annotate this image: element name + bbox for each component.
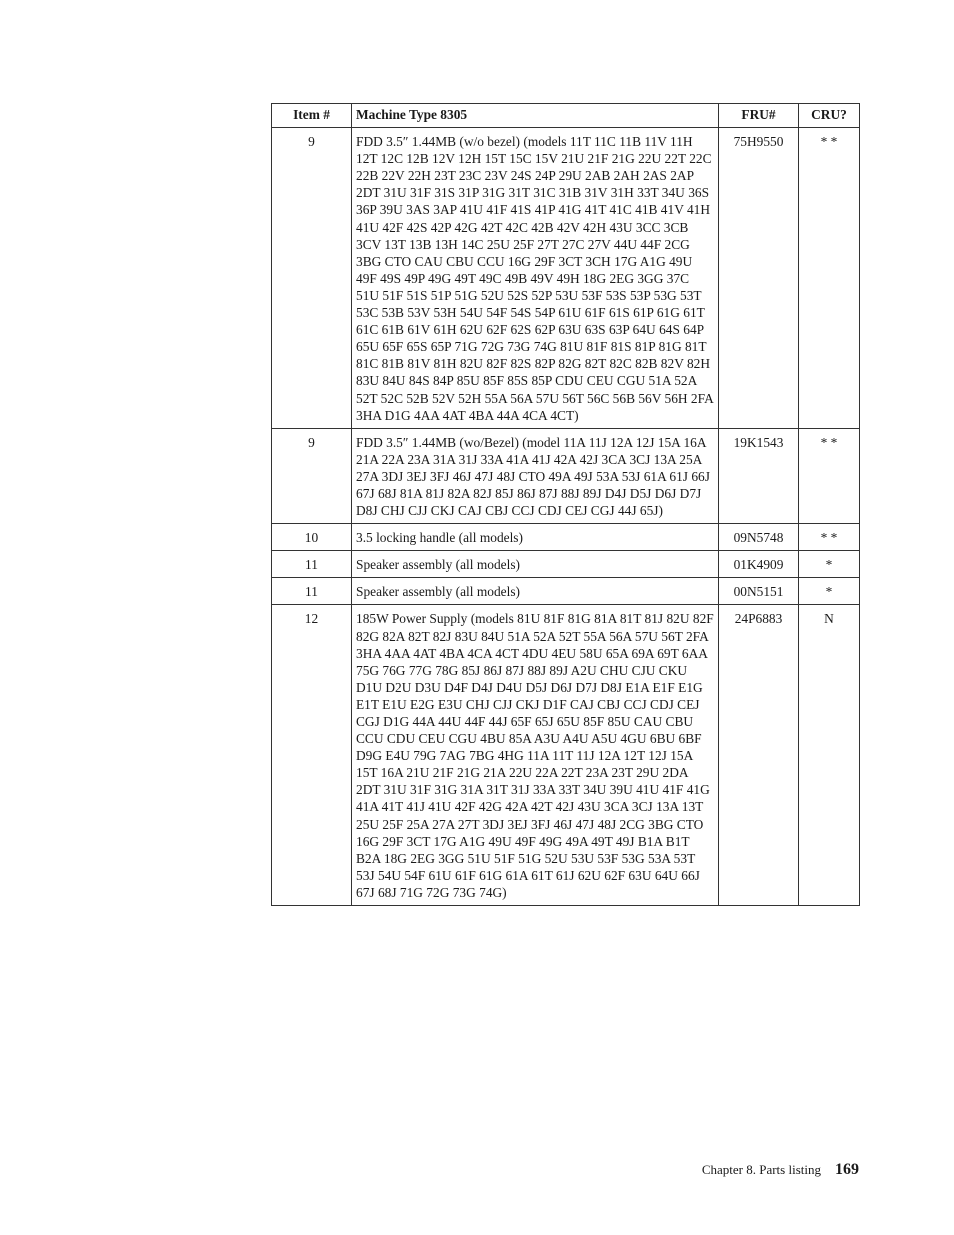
page-number: 169 [835, 1161, 859, 1178]
cru-flag: N [799, 605, 860, 906]
part-description: FDD 3.5″ 1.44MB (w/o bezel) (models 11T 11C 11B 11V 11H 12T 12C 12B 12V 12H 15T 15C 15V 21U 21F 21G 22U 22T 22C 22B 22V 22H 23T 23C 23V 24S 24P 29U 2AB 2AH 2AS 2AP 2DT 31U 31F 31S 31P 31G 31T 31C 31B 31V 31H 33T 34U 36S 36P 39U 3AS 3AP 41U 41F 41S 41P 41G 41T 41C 41B 41V 41H 41U 42F 42S 42P 42G 42T 42C 42B 42V 42H 43U 3CC 3CB 3CV 13T 13B 13H 14C 25U 25F 27T 27C 27V 44U 44F 2CG 3BG CTO CAU CBU CCU 16G 29F 3CT 3CH 17G A1G 49U 49F 49S 49P 49G 49T 49C 49B 49V 49H 18G 2EG 3GG 37C 51U 51F 51S 51P 51G 52U 52S 52P 53U 53F 53S 53P 53G 53T 53C 53B 53V 53H 54U 54F 54S 54P 61U 61F 61S 61P 61G 61T 61C 61B 61V 61H 62U 62F 62S 62P 63U 63S 63P 64U 64S 64P 65U 65F 65S 65P 71G 72G 73G 74G 81U 81F 81S 81P 81G 81T 81C 81B 81V 81H 82U 82F 82S 82P 82G 82T 82C 82B 82V 82H 83U 84U 84S 84P 85U 85F 85S 85P CDU CEU CGU 51A 52A 52T 52C 52B 52V 52H 55A 56A 57U 56T 56C 56B 56V 56H 2FA 3HA D1G 4AA 4AT 4BA 44A 4CA 4CT) [352, 128, 719, 429]
page-footer [702, 1161, 859, 1179]
table-row [272, 524, 860, 551]
item-number: 11 [272, 578, 352, 605]
fru-number: 75H9550 [719, 128, 799, 429]
fru-number: 09N5748 [719, 524, 799, 551]
part-description: 185W Power Supply (models 81U 81F 81G 81A 81T 81J 82U 82F 82G 82A 82T 82J 83U 84U 51A 52A 52T 55A 56A 57U 56T 2FA 3HA 4AA 4AT 4BA 4CA 4CT 4DU 4EU 58U 65A 69A 69T 6AA 75G 76G 77G 78G 85J 86J 87J 88J 89J A2U CHU CJU CKU D1U D2U D3U D4F D4J D4U D5J D6J D7J D8J E1A E1F E1G E1T E1U E2G E3U CHJ CJJ CKJ D1F CAJ CBJ CCJ CDJ CEJ CGJ D1G 44A 44U 44F 44J 65F 65J 65U 85F 85U CAU CBU CCU CDU CEU CGU 4BU 85A A3U A4U A5U 4GU 6BU 6BF D9G E4U 79G 7AG 7BG 4HG 11A 11T 11J 12A 12T 12J 15A 15T 16A 21U 21F 21G 21A 22U 22A 22T 23A 23T 29U 2DA 2DT 31U 31F 31G 31A 31T 31J 33A 33T 34U 39U 41U 41F 41G 41A 41T 41J 41U 42F 42G 42A 42T 42J 43U 3CA 3CJ 13A 13T 25U 25F 25A 27A 27T 3DJ 3EJ 3FJ 46J 47J 48J 2CG 3BG CTO 16G 29F 3CT 17G A1G 49U 49F 49G 49A 49T 49J B1A B1T B2A 18G 2EG 3GG 51U 51F 51G 52U 53U 53F 53G 53A 53T 53J 54U 54F 61U 61F 61G 61A 61T 61J 62U 62F 63U 64U 66J 67J 68J 71G 72G 73G 74G) [352, 605, 719, 906]
part-description: FDD 3.5″ 1.44MB (wo/Bezel) (model 11A 11J 12A 12J 15A 16A 21A 22A 23A 31A 31J 33A 41A 41J 42A 42J 3CA 3CJ 13A 25A 27A 3DJ 3EJ 3FJ 46J 47J 48J CTO 49A 49J 53A 53J 61A 61J 66J 67J 68J 81A 81J 82A 82J 85J 86J 87J 88J 89J D4J D5J D6J D7J D8J CHJ CJJ CKJ CAJ CBJ CCJ CDJ CEJ CGJ 44J 65J) [352, 428, 719, 523]
table-row [272, 128, 860, 429]
cru-flag: * * [799, 128, 860, 429]
fru-number: 00N5151 [719, 578, 799, 605]
table-row [272, 605, 860, 906]
item-number: 9 [272, 428, 352, 523]
table-row [272, 428, 860, 523]
parts-table [271, 103, 860, 906]
item-number: 10 [272, 524, 352, 551]
item-number: 12 [272, 605, 352, 906]
header-item: Item # [272, 104, 352, 128]
table-row [272, 551, 860, 578]
part-description: 3.5 locking handle (all models) [352, 524, 719, 551]
fru-number: 24P6883 [719, 605, 799, 906]
cru-flag: * * [799, 428, 860, 523]
cru-flag: * [799, 551, 860, 578]
item-number: 9 [272, 128, 352, 429]
part-description: Speaker assembly (all models) [352, 551, 719, 578]
cru-flag: * [799, 578, 860, 605]
table-header-row [272, 104, 860, 128]
header-machine-type: Machine Type 8305 [352, 104, 719, 128]
header-fru: FRU# [719, 104, 799, 128]
fru-number: 01K4909 [719, 551, 799, 578]
header-cru: CRU? [799, 104, 860, 128]
cru-flag: * * [799, 524, 860, 551]
item-number: 11 [272, 551, 352, 578]
part-description: Speaker assembly (all models) [352, 578, 719, 605]
table-row [272, 578, 860, 605]
chapter-title: Chapter 8. Parts listing [701, 1162, 821, 1177]
fru-number: 19K1543 [719, 428, 799, 523]
